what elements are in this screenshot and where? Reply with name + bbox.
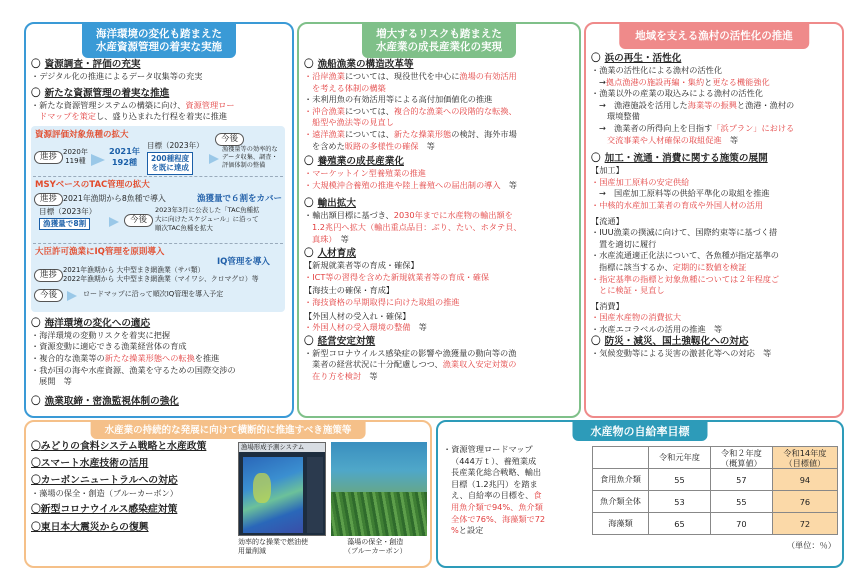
panel-title: 地域を支える漁村の活性化の推進	[619, 24, 809, 49]
heading-iq-management: 大臣許可漁業にIQ管理を原則導入	[35, 246, 165, 257]
panel-cross-cutting: 水産業の持続的な発展に向けて横断的に推進すべき施策等 〇みどりの食料システム戦略と水産政策 〇スマート水産技術の活用 〇カーボンニュートラルへの対応 ・藻場の保全・創造（ブルーカーボン） 〇新型コロナウイルス感染症対策 〇東日本大震災からの復興 漁場形成予測システム 効率的な操業で燃油使 用量削減 藻場の保全・創造 （ブルーカーボン）	[24, 420, 432, 568]
panel-growth-industry: 増大するリスクも踏まえた 水産業の成長産業化の実現 〇 漁船漁業の構造改革等 ・沿岸漁業については、現役世代を中心に漁場の有効活用 を考える体制の構築 ・未利用魚の有効活用等による高付加価値化の推進 ・沖合漁業については、複合的な漁業への段階的な転換、 船型や漁法等の見直し ・遠洋漁業については、新たな操業形態の検討、海外市場 を含めた販路の多様性の確保 等 〇 養殖業の成長産業化 ・マーケットイン型養殖業の推進 ・大規模沖合養殖の推進や陸上養殖への届出制の導入 等 〇 輸出拡大 ・輸出額目標に基づき、2030年までに水産物の輸出額を 1.2兆円へ拡大（輸出重点品目：ぶり、たい、ホタテ貝、 真珠） 等 〇 人材育成 【新規就業者等の育成・確保】 ・ICT等の習得を含めた新規就業者等の育成・確保 【海技士の確保・育成】 ・海技資格の早期取得に向けた取組の推進 【外国人材の受入れ・確保】 ・外国人材の受入環境の整備 等 〇 経営安定対策 ・新型コロナウイルス感染症の影響や漁獲量の動向等の漁 業者の経営状況に十分配慮しつつ、漁業収入安定対策の 在り方を検討 等	[297, 22, 581, 418]
table-header-r1: 令和元年度	[649, 447, 711, 469]
section-disaster-prevention: 〇 防災・減災、国土強靱化への対応	[591, 335, 841, 348]
panel-title: 水産物の自給率目標	[573, 422, 708, 441]
roadmap-progress-box: 資源評価対象魚種の拡大 進捗 2020年 119種 2021年 192種 目標（2023年） 200種程度 を既に達成 今後 漁獲量等の効率的な データ収集、調査・ 評価体制の整備 MSYベースのTAC管理の拡大 進捗 2021年漁期から8魚種で導入 漁獲量で６割をカバー 目標（2023年） 漁獲量で8割 今後 2023年3月に公表した「TAC魚種拡 大に向けたスケジュール」に沿って 順次TAC魚種を拡大 大臣許可漁業にIQ管理を原則導入 IQ管理を導入 進捗 2021年漁期から 大中型まき網漁業（サバ類） 2022年漁期から 大中型まき網漁業（マイワシ、クロマグロ）等 今後 ロードマップに沿って順次IQ管理を導入予定	[31, 126, 285, 312]
seaweed-bed-image	[331, 442, 427, 536]
panel-title: 増大するリスクも踏まえた 水産業の成長産業化の実現	[362, 24, 516, 58]
fishing-forecast-image: 漁場形成予測システム	[238, 442, 326, 536]
heading-msy-tac: MSYベースのTAC管理の拡大	[35, 179, 150, 190]
item-smart-tech: 〇スマート水産技術の活用	[31, 458, 149, 469]
table-header-r2: 令和２年度 （概算値）	[710, 447, 772, 469]
panel-title: 海洋環境の変化も踏まえた 水産資源管理の着実な実施	[82, 24, 236, 58]
heading-assessment-species: 資源評価対象魚種の拡大	[35, 129, 129, 140]
table-row: 食用魚介類 55 57 94	[593, 469, 838, 491]
item-midori-strategy: 〇みどりの食料システム戦略と水産政策	[31, 441, 207, 452]
self-sufficiency-table	[592, 446, 838, 535]
progress-badge: 進捗	[34, 151, 63, 164]
section-processing-distribution: 〇 加工・流通・消費に関する施策の展開	[591, 152, 841, 165]
section-human-resources: 〇 人材育成	[304, 247, 578, 260]
arrow-icon	[91, 154, 105, 166]
panel-fishing-village: 地域を支える漁村の活性化の推進 〇 浜の再生・活性化 ・漁業の活性化による漁村の活性化 →拠点漁港の施設再編・集約と更なる機能強化 ・漁業以外の産業の取込みによる漁村の活性化 → 漁港施設を活用した海業等の振興と漁港・漁村の 環境整備 → 漁業者の所得向上を目指す「浜プラン」における 交流事業や人材確保の取組促進 等 〇 加工・流通・消費に関する施策の展開 【加工】 ・国産加工原料の安定供給 → 国産加工原料等の供給平準化の取組を推進 ・中核的水産加工業者の育成や外国人材の活用 【流通】 ・IUU漁業の撲滅に向けて、国際約束等に基づく措 置を適切に履行 ・水産流通適正化法について、各魚種が指定基準の 指標に該当するか、定期的に数値を検証 ・指定基準の指標と対象魚種については２年程度ご とに検証・見直し 【消費】 ・国産水産物の消費拡大 ・水産エコラベルの活用の推進 等 〇 防災・減災、国土強靱化への対応 ・気候変動等による災害の激甚化等への対応 等	[584, 22, 844, 418]
panel-title: 水産業の持続的な発展に向けて横断的に推進すべき施策等	[91, 422, 366, 439]
future-badge: 今後	[215, 133, 244, 146]
unit-label: （単位：％）	[786, 540, 836, 550]
item-earthquake-recovery: 〇東日本大震災からの復興	[31, 521, 149, 533]
seaweed-bed-caption: 藻場の保全・創造 （ブルーカーボン）	[344, 538, 407, 555]
section-beach-revitalization: 〇 浜の再生・活性化	[591, 52, 841, 65]
panel-self-sufficiency: 水産物の自給率目標 ・資源管理ロードマップ （444万ｔ）、養殖業成 長産業化総合戦略、輸出 目標（1.2兆円）を踏ま え、自給率の目標を、食 用魚介類で94%、魚介類 全体で76%、海藻類で72 %と設定 令和元年度 令和２年度 （概算値） 令和14年度 （目標値） 食用魚介類 55 57 94 魚介類全体 53 55 76 海藻類 65 70 72 （単位：％）	[436, 420, 844, 568]
section-resource-survey: 〇 資源調査・評価の充実	[31, 58, 289, 71]
section-fishing-reform: 〇 漁船漁業の構造改革等	[304, 58, 578, 71]
section-management-stability: 〇 経営安定対策	[304, 335, 578, 348]
table-header-empty	[593, 447, 649, 469]
arrow-icon	[109, 217, 119, 227]
arrow-icon	[209, 154, 219, 164]
arrow-icon	[67, 291, 77, 301]
section-new-resource-management: 〇 新たな資源管理の着実な推進	[31, 87, 289, 100]
section-ocean-adaptation: 〇 海洋環境の変化への適応	[31, 317, 289, 330]
table-row: 魚介類全体 53 55 76	[593, 491, 838, 513]
fishing-forecast-caption: 効率的な操業で燃油使 用量削減	[238, 538, 308, 555]
section-aquaculture: 〇 養殖業の成長産業化	[304, 155, 578, 168]
table-row: 海藻類 65 70 72	[593, 513, 838, 535]
panel-resource-management: 海洋環境の変化も踏まえた 水産資源管理の着実な実施 〇 資源調査・評価の充実 ・デジタル化の推進によるデータ収集等の充実 〇 新たな資源管理の着実な推進 ・新たな資源管理システムの構築に向け、資源管理ロー ドマップを策定し、盛り込まれた行程を着実に推進 資源評価対象魚種の拡大 進捗 2020年 119種 2021年 192種 目標（2023年） 200種程度 を既に達成 今後 漁獲量等の効率的な データ収集、調査・ 評価体制の整備 MSYベースのTAC管理の拡大 進捗 2021年漁期から8魚種で導入 漁獲量で６割をカバー 目標（2023年） 漁獲量で8割 今後 2023年3月に公表した「TAC魚種拡 大に向けたスケジュール」に沿って 順次TAC魚種を拡大 大臣許可漁業にIQ管理を原則導入 IQ管理を導入 進捗 2021年漁期から 大中型まき網漁業（サバ類） 2022年漁期から 大中型まき網漁業（マイワシ、クロマグロ）等 今後 ロードマップに沿って順次IQ管理を導入予定 〇 海洋環境の変化への適応 ・海洋環境の変動リスクを着実に把握 ・資源変動に適応できる漁業経営体の育成 ・複合的な漁業等の新たな操業形態への転換を推進 ・我が国の海や水産資源、漁業を守るための国際交渉の 展開 等 〇 漁業取締・密漁監視体制の強化	[24, 22, 294, 418]
section-export: 〇 輸出拡大	[304, 197, 578, 210]
table-header-r14: 令和14年度 （目標値）	[772, 447, 837, 469]
section-enforcement: 〇 漁業取締・密漁監視体制の強化	[31, 395, 289, 408]
item-covid: 〇新型コロナウイルス感染症対策	[31, 503, 178, 515]
item-carbon-neutral: 〇カーボンニュートラルへの対応	[31, 475, 178, 486]
